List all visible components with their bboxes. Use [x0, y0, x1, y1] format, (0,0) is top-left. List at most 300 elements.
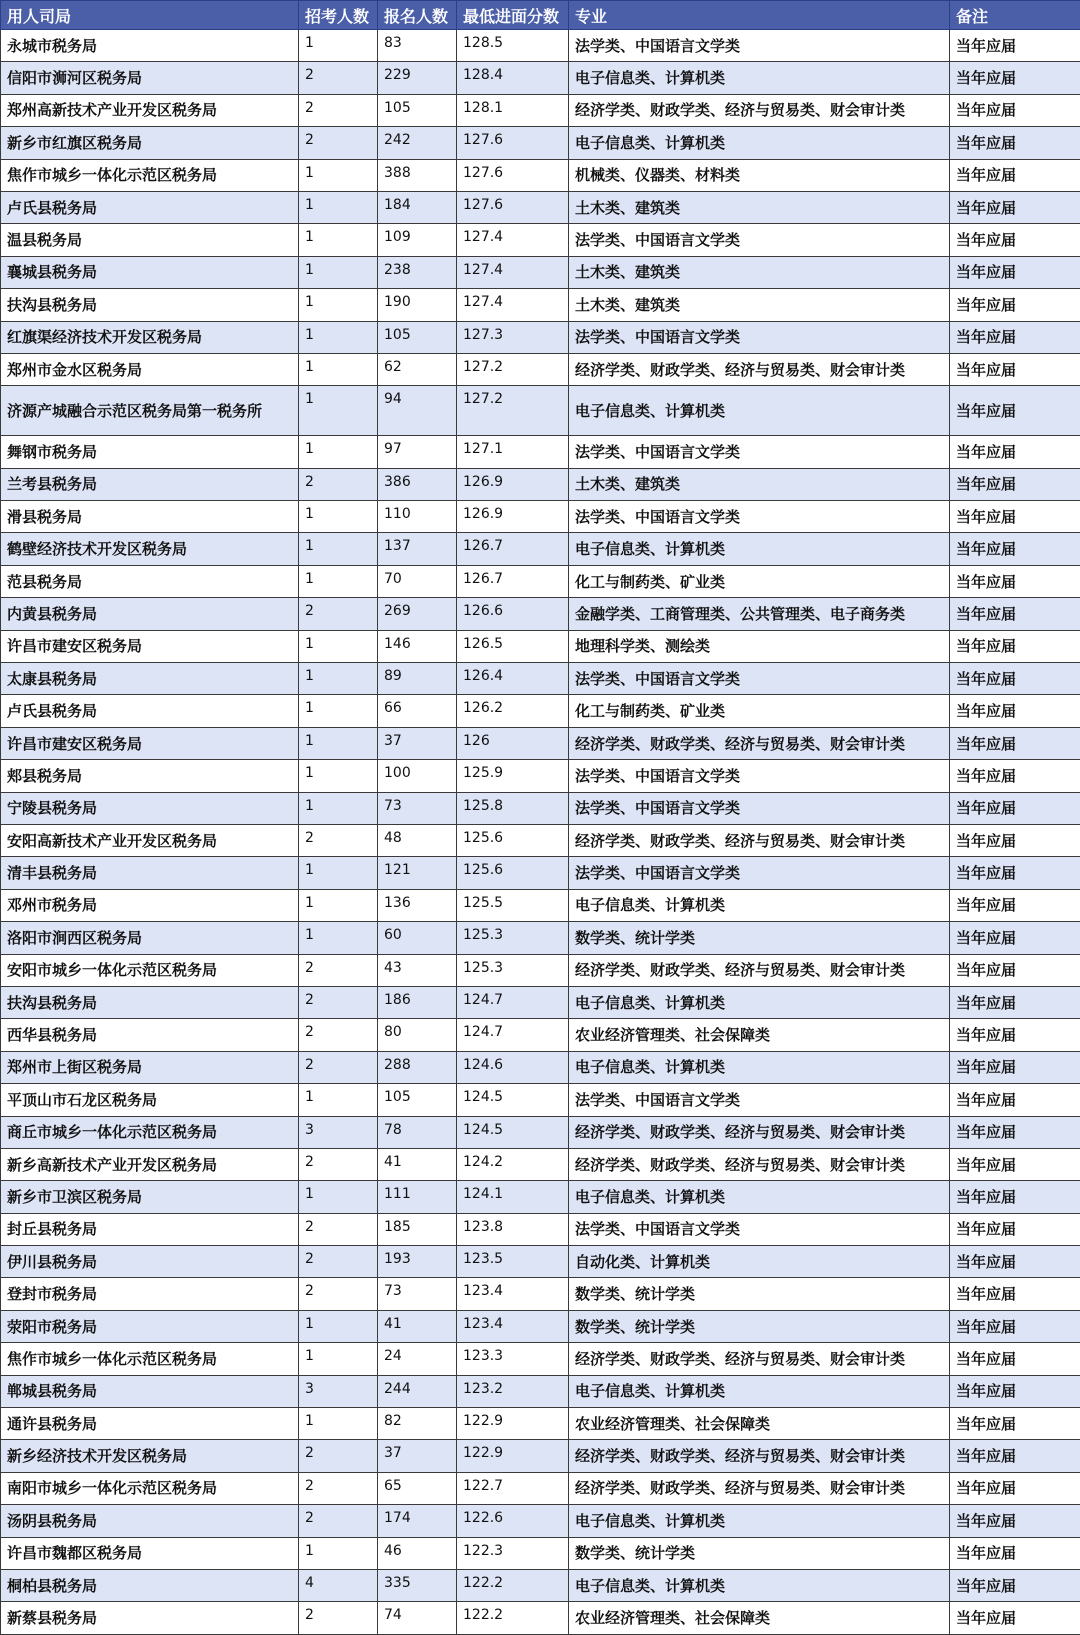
cell-bureau: 汤阴县税务局	[1, 1505, 299, 1537]
cell-quota: 2	[299, 94, 378, 126]
cell-min-score: 125.3	[457, 922, 569, 954]
cell-major: 经济学类、财政学类、经济与贸易类、财会审计类	[569, 1440, 950, 1472]
cell-note: 当年应届	[950, 954, 1080, 986]
cell-note: 当年应届	[950, 256, 1080, 288]
cell-min-score: 127.4	[457, 224, 569, 256]
cell-applicants: 74	[378, 1602, 457, 1634]
cell-min-score: 124.6	[457, 1051, 569, 1083]
cell-min-score: 127.6	[457, 191, 569, 223]
cell-min-score: 122.2	[457, 1569, 569, 1601]
cell-bureau: 宁陵县税务局	[1, 792, 299, 824]
cell-bureau: 新乡经济技术开发区税务局	[1, 1440, 299, 1472]
cell-note: 当年应届	[950, 1019, 1080, 1051]
table-row	[1, 1505, 1080, 1537]
cell-note: 当年应届	[950, 1408, 1080, 1440]
cell-min-score: 125.6	[457, 857, 569, 889]
cell-applicants: 269	[378, 598, 457, 630]
cell-note: 当年应届	[950, 1602, 1080, 1634]
cell-note: 当年应届	[950, 663, 1080, 695]
table-row	[1, 727, 1080, 759]
cell-major: 经济学类、财政学类、经济与贸易类、财会审计类	[569, 824, 950, 856]
cell-note: 当年应届	[950, 501, 1080, 533]
cell-major: 机械类、仪器类、材料类	[569, 159, 950, 191]
cell-bureau: 许昌市魏都区税务局	[1, 1537, 299, 1569]
table-row	[1, 889, 1080, 921]
cell-bureau: 太康县税务局	[1, 663, 299, 695]
cell-major: 地理科学类、测绘类	[569, 630, 950, 662]
cell-major: 农业经济管理类、社会保障类	[569, 1019, 950, 1051]
table-row	[1, 321, 1080, 353]
cell-quota: 1	[299, 1310, 378, 1342]
cell-major: 电子信息类、计算机类	[569, 386, 950, 436]
cell-quota: 1	[299, 353, 378, 385]
cell-note: 当年应届	[950, 565, 1080, 597]
cell-bureau: 焦作市城乡一体化示范区税务局	[1, 1343, 299, 1375]
table-row	[1, 436, 1080, 468]
table-row	[1, 824, 1080, 856]
cell-min-score: 123.3	[457, 1343, 569, 1375]
cell-major: 土木类、建筑类	[569, 256, 950, 288]
cell-min-score: 127.4	[457, 289, 569, 321]
cell-quota: 1	[299, 224, 378, 256]
cell-min-score: 126.7	[457, 565, 569, 597]
cell-min-score: 123.4	[457, 1278, 569, 1310]
cell-note: 当年应届	[950, 533, 1080, 565]
cell-applicants: 89	[378, 663, 457, 695]
cell-note: 当年应届	[950, 1278, 1080, 1310]
cell-quota: 2	[299, 1472, 378, 1504]
cell-major: 化工与制药类、矿业类	[569, 565, 950, 597]
cell-note: 当年应届	[950, 1440, 1080, 1472]
cell-applicants: 136	[378, 889, 457, 921]
cell-note: 当年应届	[950, 386, 1080, 436]
cell-applicants: 146	[378, 630, 457, 662]
table-row	[1, 1343, 1080, 1375]
cell-major: 电子信息类、计算机类	[569, 1181, 950, 1213]
cell-quota: 1	[299, 1537, 378, 1569]
cell-min-score: 124.5	[457, 1084, 569, 1116]
table-row	[1, 565, 1080, 597]
cell-quota: 1	[299, 321, 378, 353]
table-row	[1, 598, 1080, 630]
cell-quota: 1	[299, 289, 378, 321]
cell-applicants: 110	[378, 501, 457, 533]
cell-major: 经济学类、财政学类、经济与贸易类、财会审计类	[569, 1343, 950, 1375]
cell-quota: 3	[299, 1375, 378, 1407]
cell-quota: 1	[299, 889, 378, 921]
table-row	[1, 954, 1080, 986]
cell-min-score: 125.6	[457, 824, 569, 856]
cell-major: 电子信息类、计算机类	[569, 889, 950, 921]
cell-major: 土木类、建筑类	[569, 289, 950, 321]
header-major: 专业	[569, 1, 950, 30]
cell-min-score: 123.4	[457, 1310, 569, 1342]
cell-quota: 1	[299, 727, 378, 759]
cell-major: 金融学类、工商管理类、公共管理类、电子商务类	[569, 598, 950, 630]
cell-min-score: 125.8	[457, 792, 569, 824]
cell-quota: 2	[299, 127, 378, 159]
cell-applicants: 242	[378, 127, 457, 159]
table-row	[1, 256, 1080, 288]
cell-applicants: 70	[378, 565, 457, 597]
cell-min-score: 126.6	[457, 598, 569, 630]
cell-applicants: 335	[378, 1569, 457, 1601]
table-row	[1, 986, 1080, 1018]
cell-bureau: 济源产城融合示范区税务局第一税务所	[1, 386, 299, 436]
cell-applicants: 97	[378, 436, 457, 468]
cell-min-score: 126.4	[457, 663, 569, 695]
cell-min-score: 127.3	[457, 321, 569, 353]
table-row	[1, 224, 1080, 256]
cell-min-score: 126	[457, 727, 569, 759]
cell-major: 电子信息类、计算机类	[569, 533, 950, 565]
cell-quota: 1	[299, 386, 378, 436]
cell-note: 当年应届	[950, 159, 1080, 191]
table-header-row	[1, 1, 1080, 30]
table-row	[1, 1181, 1080, 1213]
cell-bureau: 商丘市城乡一体化示范区税务局	[1, 1116, 299, 1148]
table-row	[1, 353, 1080, 385]
cell-bureau: 信阳市浉河区税务局	[1, 62, 299, 94]
table-row	[1, 62, 1080, 94]
cell-min-score: 122.3	[457, 1537, 569, 1569]
cell-applicants: 184	[378, 191, 457, 223]
cell-applicants: 65	[378, 1472, 457, 1504]
cell-min-score: 127.2	[457, 353, 569, 385]
cell-bureau: 新乡市卫滨区税务局	[1, 1181, 299, 1213]
cell-bureau: 焦作市城乡一体化示范区税务局	[1, 159, 299, 191]
table-row	[1, 1537, 1080, 1569]
cell-applicants: 288	[378, 1051, 457, 1083]
cell-min-score: 125.9	[457, 760, 569, 792]
cell-bureau: 安阳高新技术产业开发区税务局	[1, 824, 299, 856]
table-row	[1, 630, 1080, 662]
cell-applicants: 46	[378, 1537, 457, 1569]
cell-applicants: 190	[378, 289, 457, 321]
cell-applicants: 121	[378, 857, 457, 889]
cell-min-score: 127.4	[457, 256, 569, 288]
cell-major: 法学类、中国语言文学类	[569, 1213, 950, 1245]
cell-major: 电子信息类、计算机类	[569, 1569, 950, 1601]
cell-min-score: 123.5	[457, 1246, 569, 1278]
cell-applicants: 109	[378, 224, 457, 256]
cell-quota: 2	[299, 1148, 378, 1180]
cell-major: 电子信息类、计算机类	[569, 1505, 950, 1537]
table-row	[1, 1440, 1080, 1472]
cell-min-score: 125.5	[457, 889, 569, 921]
cell-applicants: 80	[378, 1019, 457, 1051]
cell-applicants: 229	[378, 62, 457, 94]
cell-bureau: 封丘县税务局	[1, 1213, 299, 1245]
cell-major: 电子信息类、计算机类	[569, 127, 950, 159]
cell-note: 当年应届	[950, 1310, 1080, 1342]
cell-min-score: 125.3	[457, 954, 569, 986]
cell-quota: 3	[299, 1116, 378, 1148]
table-row	[1, 191, 1080, 223]
cell-bureau: 许昌市建安区税务局	[1, 630, 299, 662]
cell-bureau: 郸城县税务局	[1, 1375, 299, 1407]
cell-quota: 1	[299, 922, 378, 954]
cell-applicants: 78	[378, 1116, 457, 1148]
table-row	[1, 1375, 1080, 1407]
cell-note: 当年应届	[950, 289, 1080, 321]
cell-quota: 4	[299, 1569, 378, 1601]
cell-applicants: 24	[378, 1343, 457, 1375]
cell-major: 电子信息类、计算机类	[569, 986, 950, 1018]
table-body	[1, 30, 1080, 1635]
table-row	[1, 1310, 1080, 1342]
cell-note: 当年应届	[950, 1084, 1080, 1116]
cell-bureau: 卢氏县税务局	[1, 191, 299, 223]
cell-bureau: 桐柏县税务局	[1, 1569, 299, 1601]
table-row	[1, 127, 1080, 159]
table-row	[1, 1408, 1080, 1440]
cell-note: 当年应届	[950, 436, 1080, 468]
cell-applicants: 83	[378, 30, 457, 62]
cell-min-score: 122.2	[457, 1602, 569, 1634]
cell-min-score: 123.2	[457, 1375, 569, 1407]
cell-quota: 1	[299, 1084, 378, 1116]
cell-note: 当年应届	[950, 986, 1080, 1018]
cell-major: 电子信息类、计算机类	[569, 62, 950, 94]
cell-major: 化工与制药类、矿业类	[569, 695, 950, 727]
cell-quota: 2	[299, 1602, 378, 1634]
cell-major: 土木类、建筑类	[569, 191, 950, 223]
cell-applicants: 105	[378, 1084, 457, 1116]
cell-min-score: 124.1	[457, 1181, 569, 1213]
cell-quota: 2	[299, 824, 378, 856]
cell-bureau: 西华县税务局	[1, 1019, 299, 1051]
cell-major: 经济学类、财政学类、经济与贸易类、财会审计类	[569, 94, 950, 126]
cell-quota: 2	[299, 1278, 378, 1310]
cell-note: 当年应届	[950, 727, 1080, 759]
cell-bureau: 新蔡县税务局	[1, 1602, 299, 1634]
cell-note: 当年应届	[950, 30, 1080, 62]
cell-applicants: 186	[378, 986, 457, 1018]
cell-min-score: 122.9	[457, 1440, 569, 1472]
table-row	[1, 1051, 1080, 1083]
cell-quota: 1	[299, 533, 378, 565]
cell-applicants: 137	[378, 533, 457, 565]
cell-major: 法学类、中国语言文学类	[569, 321, 950, 353]
cell-applicants: 41	[378, 1310, 457, 1342]
cell-major: 经济学类、财政学类、经济与贸易类、财会审计类	[569, 1116, 950, 1148]
cell-applicants: 388	[378, 159, 457, 191]
cell-note: 当年应届	[950, 1569, 1080, 1601]
table-row	[1, 94, 1080, 126]
cell-major: 法学类、中国语言文学类	[569, 857, 950, 889]
table-row	[1, 922, 1080, 954]
cell-quota: 1	[299, 436, 378, 468]
cell-note: 当年应届	[950, 889, 1080, 921]
cell-bureau: 郑州高新技术产业开发区税务局	[1, 94, 299, 126]
cell-major: 农业经济管理类、社会保障类	[569, 1602, 950, 1634]
cell-bureau: 伊川县税务局	[1, 1246, 299, 1278]
cell-bureau: 襄城县税务局	[1, 256, 299, 288]
cell-note: 当年应届	[950, 1375, 1080, 1407]
cell-note: 当年应届	[950, 62, 1080, 94]
cell-quota: 1	[299, 191, 378, 223]
cell-min-score: 127.6	[457, 127, 569, 159]
table-row	[1, 792, 1080, 824]
cell-note: 当年应届	[950, 468, 1080, 500]
cell-min-score: 124.7	[457, 986, 569, 1018]
cell-bureau: 荥阳市税务局	[1, 1310, 299, 1342]
cell-note: 当年应届	[950, 1051, 1080, 1083]
cell-quota: 1	[299, 760, 378, 792]
cell-bureau: 许昌市建安区税务局	[1, 727, 299, 759]
cell-quota: 2	[299, 62, 378, 94]
cell-major: 电子信息类、计算机类	[569, 1051, 950, 1083]
cell-bureau: 新乡市红旗区税务局	[1, 127, 299, 159]
cell-applicants: 244	[378, 1375, 457, 1407]
cell-note: 当年应届	[950, 922, 1080, 954]
header-bureau: 用人司局	[1, 1, 299, 30]
cell-major: 电子信息类、计算机类	[569, 1375, 950, 1407]
cell-quota: 2	[299, 598, 378, 630]
cell-min-score: 128.4	[457, 62, 569, 94]
cell-major: 自动化类、计算机类	[569, 1246, 950, 1278]
header-applicants: 报名人数	[378, 1, 457, 30]
cell-note: 当年应届	[950, 191, 1080, 223]
cell-quota: 2	[299, 1505, 378, 1537]
cell-bureau: 扶沟县税务局	[1, 289, 299, 321]
cell-note: 当年应届	[950, 598, 1080, 630]
cell-note: 当年应届	[950, 1116, 1080, 1148]
table-row	[1, 1019, 1080, 1051]
table-row	[1, 1116, 1080, 1148]
cell-major: 数学类、统计学类	[569, 922, 950, 954]
cell-major: 农业经济管理类、社会保障类	[569, 1408, 950, 1440]
cell-min-score: 126.9	[457, 501, 569, 533]
cell-major: 法学类、中国语言文学类	[569, 30, 950, 62]
cell-min-score: 126.9	[457, 468, 569, 500]
cell-major: 法学类、中国语言文学类	[569, 792, 950, 824]
cell-min-score: 124.5	[457, 1116, 569, 1148]
table-row	[1, 30, 1080, 62]
cell-bureau: 安阳市城乡一体化示范区税务局	[1, 954, 299, 986]
cell-min-score: 122.6	[457, 1505, 569, 1537]
cell-bureau: 兰考县税务局	[1, 468, 299, 500]
cell-bureau: 郑州市上街区税务局	[1, 1051, 299, 1083]
cell-quota: 1	[299, 159, 378, 191]
cell-bureau: 清丰县税务局	[1, 857, 299, 889]
cell-major: 法学类、中国语言文学类	[569, 760, 950, 792]
cell-quota: 1	[299, 695, 378, 727]
cell-min-score: 123.8	[457, 1213, 569, 1245]
cell-applicants: 82	[378, 1408, 457, 1440]
cell-bureau: 洛阳市涧西区税务局	[1, 922, 299, 954]
cell-quota: 2	[299, 1440, 378, 1472]
cell-bureau: 滑县税务局	[1, 501, 299, 533]
cell-bureau: 郑州市金水区税务局	[1, 353, 299, 385]
cell-note: 当年应届	[950, 824, 1080, 856]
cell-quota: 1	[299, 663, 378, 695]
cell-major: 法学类、中国语言文学类	[569, 663, 950, 695]
cell-bureau: 扶沟县税务局	[1, 986, 299, 1018]
cell-bureau: 范县税务局	[1, 565, 299, 597]
cell-bureau: 郏县税务局	[1, 760, 299, 792]
cell-min-score: 126.5	[457, 630, 569, 662]
cell-quota: 1	[299, 1181, 378, 1213]
cell-min-score: 127.6	[457, 159, 569, 191]
cell-major: 数学类、统计学类	[569, 1537, 950, 1569]
cell-note: 当年应届	[950, 1537, 1080, 1569]
table-row	[1, 1602, 1080, 1634]
cell-bureau: 卢氏县税务局	[1, 695, 299, 727]
cell-bureau: 通许县税务局	[1, 1408, 299, 1440]
cell-quota: 1	[299, 857, 378, 889]
cell-applicants: 73	[378, 1278, 457, 1310]
cell-bureau: 邓州市税务局	[1, 889, 299, 921]
header-min-score: 最低进面分数	[457, 1, 569, 30]
cell-note: 当年应届	[950, 353, 1080, 385]
cell-quota: 2	[299, 1213, 378, 1245]
table-row	[1, 1278, 1080, 1310]
table-row	[1, 1213, 1080, 1245]
cell-major: 法学类、中国语言文学类	[569, 1084, 950, 1116]
cell-applicants: 43	[378, 954, 457, 986]
table-row	[1, 695, 1080, 727]
cell-applicants: 105	[378, 321, 457, 353]
cell-quota: 1	[299, 1408, 378, 1440]
cell-note: 当年应届	[950, 1213, 1080, 1245]
table-row	[1, 663, 1080, 695]
cell-quota: 1	[299, 30, 378, 62]
table-row	[1, 1472, 1080, 1504]
cell-applicants: 73	[378, 792, 457, 824]
cell-quota: 1	[299, 256, 378, 288]
cell-note: 当年应届	[950, 1181, 1080, 1213]
table-row	[1, 760, 1080, 792]
cell-applicants: 174	[378, 1505, 457, 1537]
cell-note: 当年应届	[950, 321, 1080, 353]
cell-applicants: 41	[378, 1148, 457, 1180]
cell-quota: 1	[299, 565, 378, 597]
cell-min-score: 128.5	[457, 30, 569, 62]
cell-min-score: 127.2	[457, 386, 569, 436]
cell-applicants: 48	[378, 824, 457, 856]
cell-major: 法学类、中国语言文学类	[569, 436, 950, 468]
cell-quota: 2	[299, 986, 378, 1018]
cell-note: 当年应届	[950, 1343, 1080, 1375]
cell-bureau: 红旗渠经济技术开发区税务局	[1, 321, 299, 353]
cell-min-score: 122.7	[457, 1472, 569, 1504]
cell-note: 当年应届	[950, 127, 1080, 159]
cell-quota: 2	[299, 1019, 378, 1051]
table-row	[1, 1569, 1080, 1601]
cell-bureau: 舞钢市税务局	[1, 436, 299, 468]
cell-applicants: 386	[378, 468, 457, 500]
cell-applicants: 193	[378, 1246, 457, 1278]
cell-bureau: 永城市税务局	[1, 30, 299, 62]
cell-note: 当年应届	[950, 1505, 1080, 1537]
cell-bureau: 温县税务局	[1, 224, 299, 256]
cell-major: 法学类、中国语言文学类	[569, 501, 950, 533]
cell-note: 当年应届	[950, 1472, 1080, 1504]
cell-applicants: 111	[378, 1181, 457, 1213]
cell-applicants: 66	[378, 695, 457, 727]
table-row	[1, 159, 1080, 191]
cell-quota: 2	[299, 954, 378, 986]
header-note: 备注	[950, 1, 1080, 30]
cell-quota: 2	[299, 1051, 378, 1083]
cell-major: 数学类、统计学类	[569, 1310, 950, 1342]
table-row	[1, 1246, 1080, 1278]
cell-major: 经济学类、财政学类、经济与贸易类、财会审计类	[569, 353, 950, 385]
cell-applicants: 62	[378, 353, 457, 385]
cell-quota: 2	[299, 468, 378, 500]
